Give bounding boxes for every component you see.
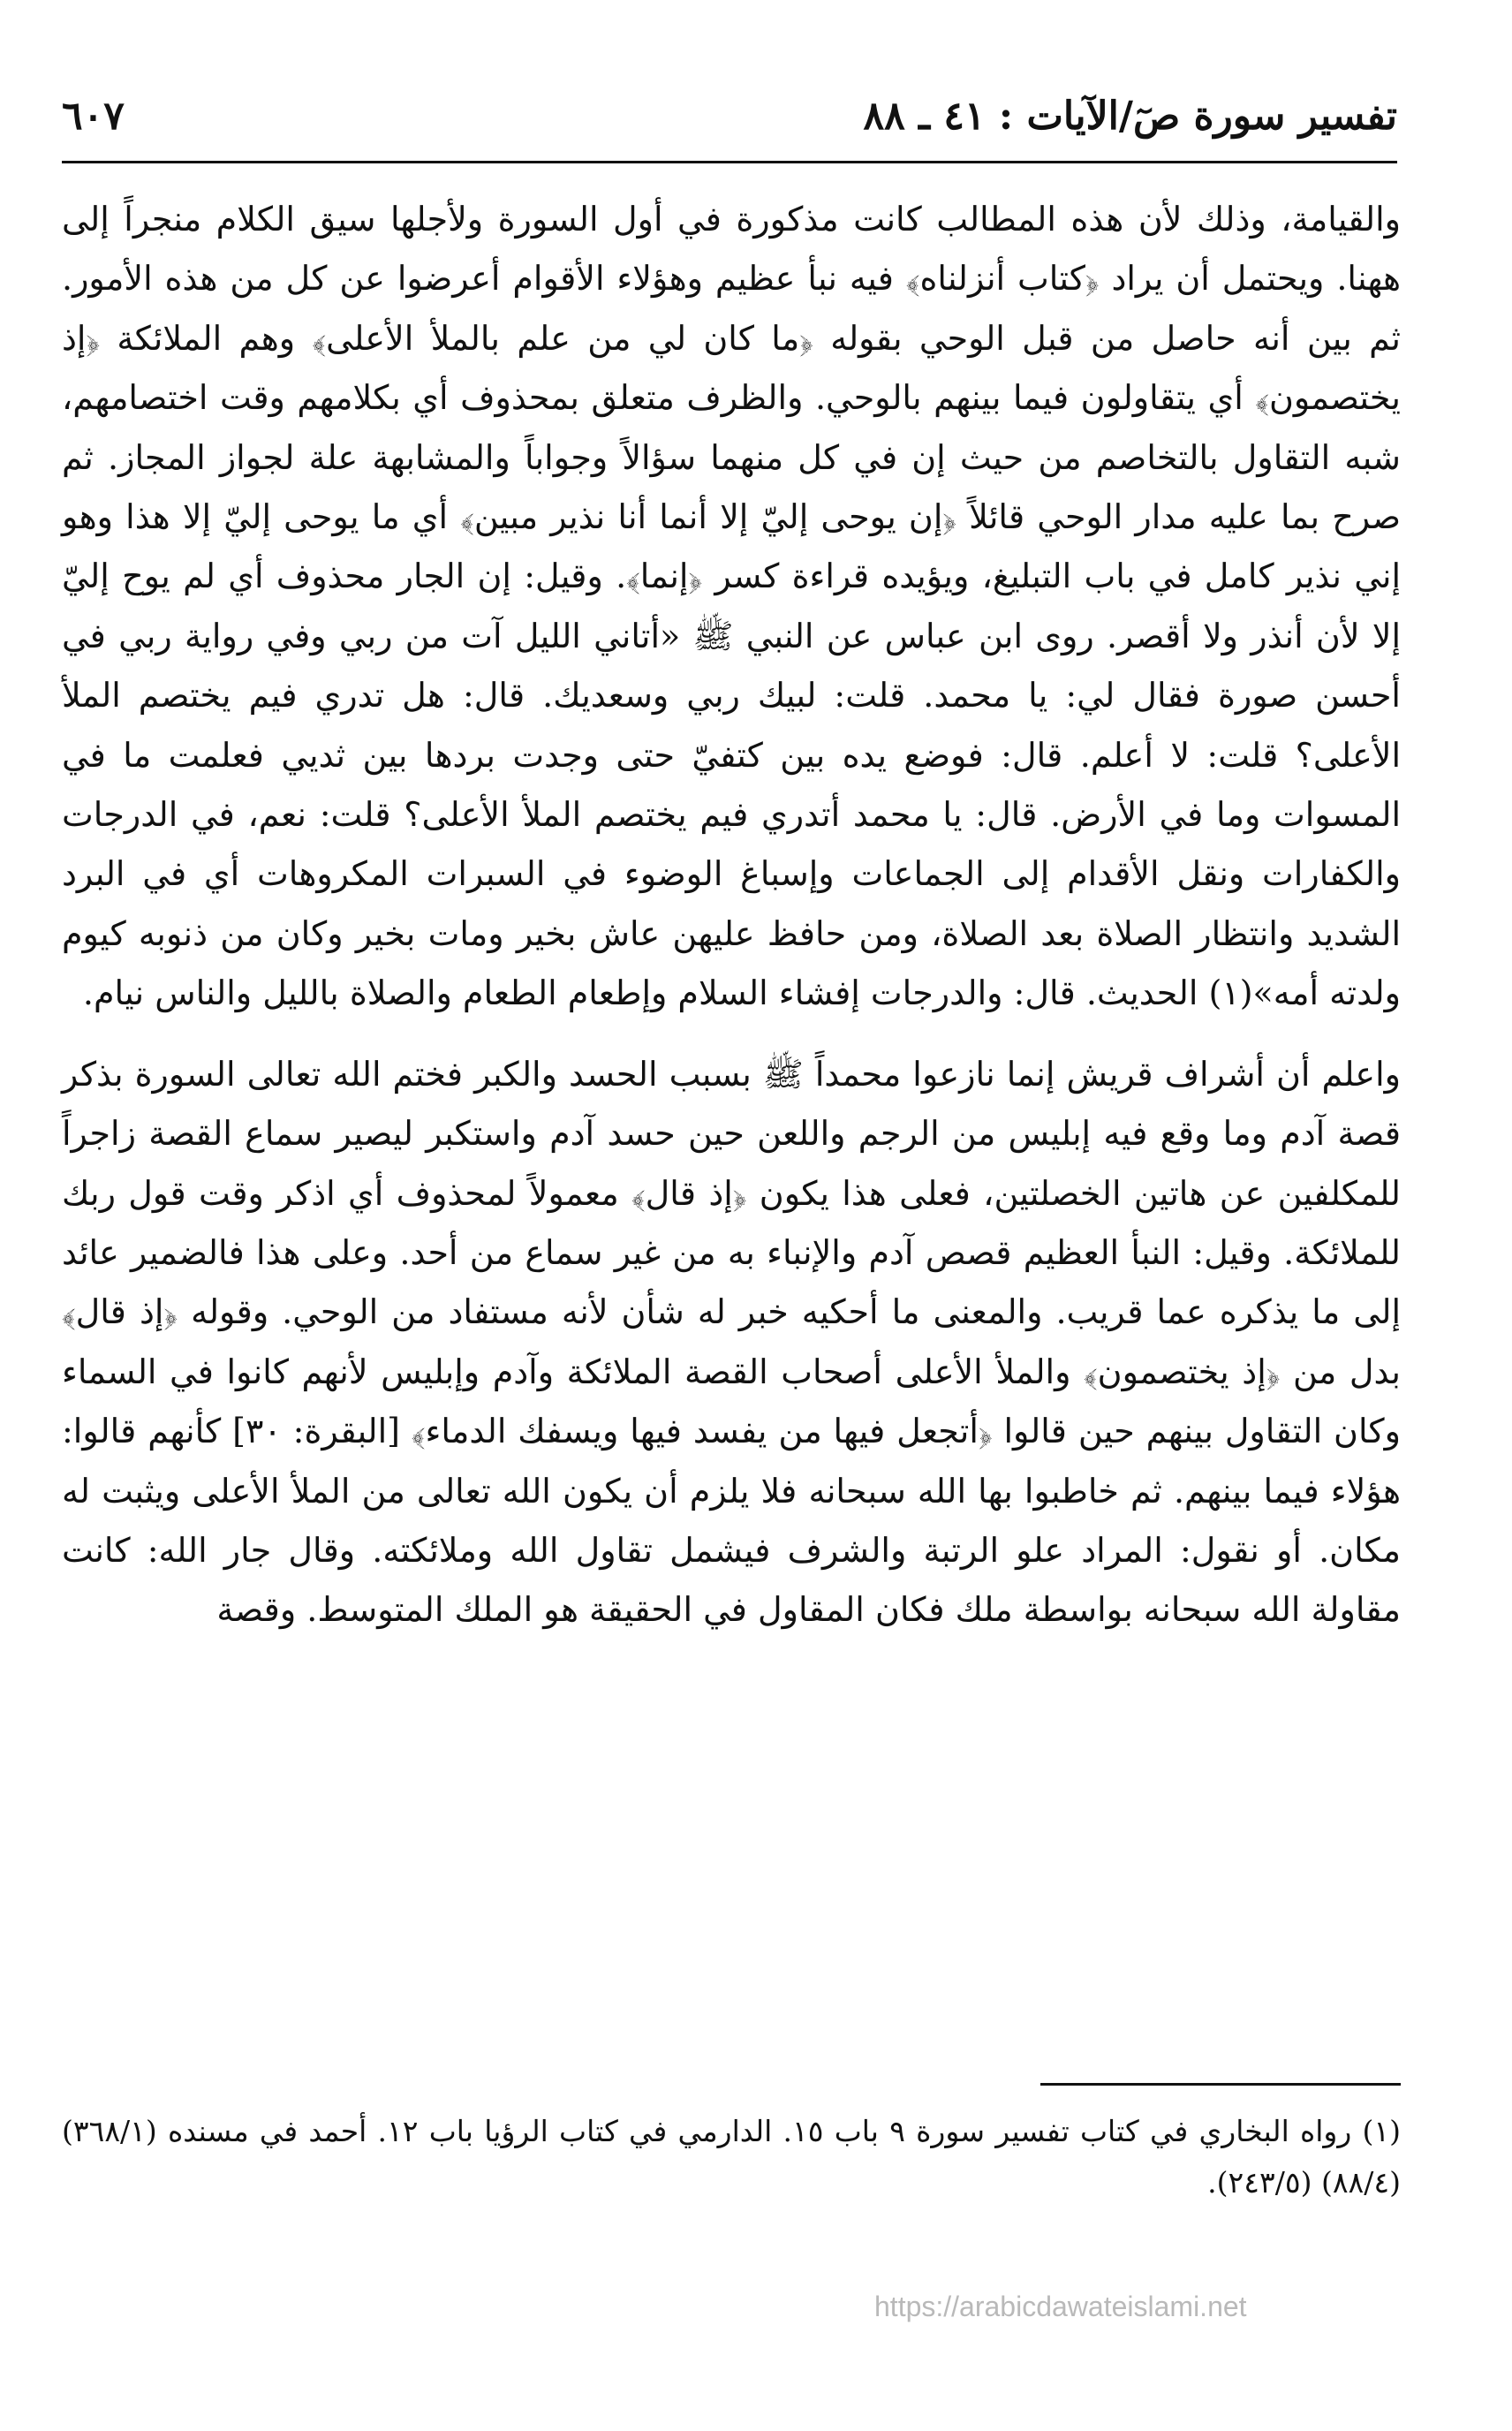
watermark-url: https://arabicdawateislami.net bbox=[874, 2291, 1247, 2322]
main-text bbox=[62, 190, 1401, 1640]
running-title: تفسير سورة صٓ/الآيات : ٤١ ـ ٨٨ bbox=[863, 94, 1397, 139]
page-number: ٦٠٧ bbox=[62, 94, 125, 139]
running-header bbox=[62, 88, 1397, 163]
footnote: (١) رواه البخاري في كتاب تفسير سورة ٩ باب ١٥. الدارمي في كتاب الرؤيا باب ١٢. أحمد في مسنده (٣٦٨/١) (٨٨/٤) (٢٤٣/٥). bbox=[62, 2114, 1401, 2200]
footnote-divider bbox=[1040, 2083, 1401, 2086]
paragraph-2: واعلم أن أشراف قريش إنما نازعوا محمداً ﷺ بسبب الحسد والكبر فختم الله تعالى السورة بذكر قصة آدم وما وقع فيه إبليس من الرجم واللعن حين حسد آدم واستكبر ليصير سماع القصة زاجراً للمكلفين عن هاتين الخصلتين، فعلى هذا يكون ﴿إذ قال﴾ معمولاً لمحذوف أي اذكر وقت قول ربك للملائكة. وقيل: النبأ العظيم قصص آدم والإنباء به من غير سماع من أحد. وعلى هذا فالضمير عائد إلى ما يذكره عما قريب. والمعنى ما أحكيه خبر له شأن لأنه مستفاد من الوحي. وقوله ﴿إذ قال﴾ بدل من ﴿إذ يختصمون﴾ والملأ الأعلى أصحاب القصة الملائكة وآدم وإبليس لأنهم كانوا في السماء وكان التقاول بينهم حين قالوا ﴿أتجعل فيها من يفسد فيها ويسفك الدماء﴾ [البقرة: ٣٠] كأنهم قالوا: هؤلاء فيما بينهم. ثم خاطبوا بها الله سبحانه فلا يلزم أن يكون الله تعالى من الملأ الأعلى ويثبت له مكان. أو نقول: المراد علو الرتبة والشرف فيشمل تقاول الله وملائكته. وقال جار الله: كانت مقاولة الله سبحانه بواسطة ملك فكان المقاول في الحقيقة هو الملك المتوسط. وقصة bbox=[62, 1054, 1401, 1630]
paragraph-1: والقيامة، وذلك لأن هذه المطالب كانت مذكورة في أول السورة ولأجلها سيق الكلام منجراً إلى ههنا. ويحتمل أن يراد ﴿كتاب أنزلناه﴾ فيه نبأ عظيم وهؤلاء الأقوام أعرضوا عن كل من هذه الأمور. ثم بين أنه حاصل من قبل الوحي بقوله ﴿ما كان لي من علم بالملأ الأعلى﴾ وهم الملائكة ﴿إذ يختصمون﴾ أي يتقاولون فيما بينهم بالوحي. والظرف متعلق بمحذوف أي بكلامهم وقت اختصامهم، شبه التقاول بالتخاصم من حيث إن في كل منهما سؤالاً وجواباً والمشابهة علة لجواز المجاز. ثم صرح بما عليه مدار الوحي قائلاً ﴿إن يوحى إليّ إلا أنما أنا نذير مبين﴾ أي ما يوحى إليّ إلا هذا وهو إني نذير كامل في باب التبليغ، ويؤيده قراءة كسر ﴿إنما﴾. وقيل: إن الجار محذوف أي لم يوح إليّ إلا لأن أنذر ولا أقصر. روى ابن عباس عن النبي ﷺ «أتاني الليل آت من ربي وفي رواية ربي في أحسن صورة فقال لي: يا محمد. قلت: لبيك ربي وسعديك. قال: هل تدري فيم يختصم الملأ الأعلى؟ قلت: لا أعلم. قال: فوضع يده بين كتفيّ حتى وجدت بردها بين ثديي فعلمت ما في المسوات وما في الأرض. قال: يا محمد أتدري فيم يختصم الملأ الأعلى؟ قلت: نعم، في الدرجات والكفارات ونقل الأقدام إلى الجماعات وإسباغ الوضوء في السبرات المكروهات أي في البرد الشديد وانتظار الصلاة بعد الصلاة، ومن حافظ عليهن عاش بخير ومات بخير وكان من ذنوبه كيوم ولدته أمه»(١) الحديث. قال: والدرجات إفشاء السلام وإطعام الطعام والصلاة بالليل والناس نيام. bbox=[62, 200, 1402, 1013]
